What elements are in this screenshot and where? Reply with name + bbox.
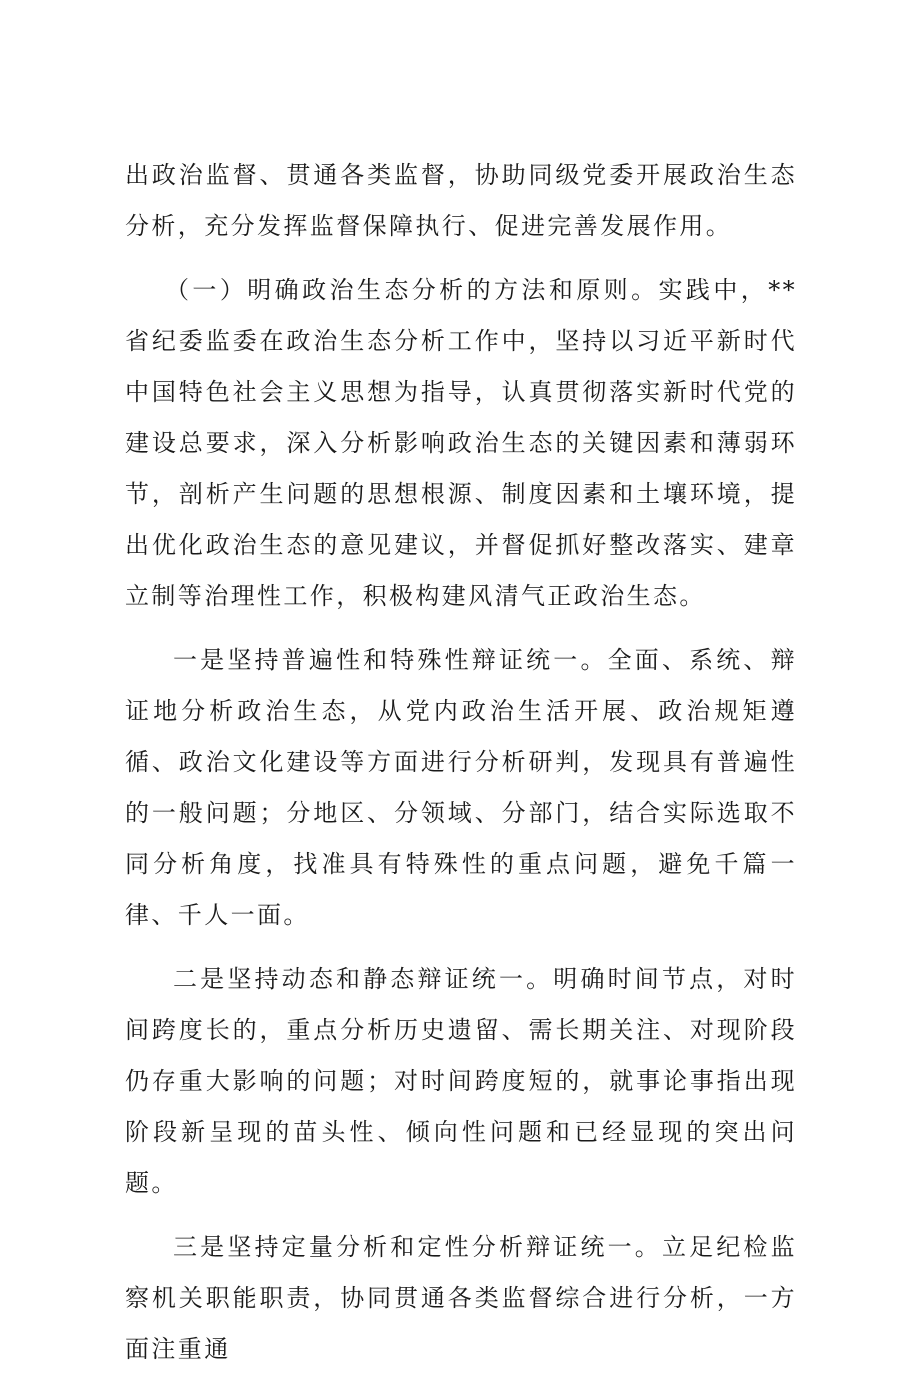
paragraph-point-three: 三是坚持定量分析和定性分析辩证统一。立足纪检监察机关职能职责，协同贯通各类监督综合进行分析，一方面注重通 (125, 1233, 797, 1363)
paragraph-section-heading: （一）明确政治生态分析的方法和原则。实践中，**省纪委监委在政治生态分析工作中，坚持以习近平新时代中国特色社会主义思想为指导，认真贯彻落实新时代党的建设总要求，深入分析影响政治生态的关键因素和薄弱环节，剖析产生问题的思想根源、制度因素和土壤环境，提出优化政治生态的意见建议，并督促抓好整改落实、建章立制等治理性工作，积极构建风清气正政治生态。 (125, 276, 797, 610)
paragraph-point-two: 二是坚持动态和静态辩证统一。明确时间节点，对时间跨度长的，重点分析历史遗留、需长期关注、对现阶段仍存重大影响的问题；对时间跨度短的，就事论事指出现阶段新呈现的苗头性、倾向性问题和已经显现的突出问题。 (125, 965, 797, 1197)
paragraph-point-one: 一是坚持普遍性和特殊性辩证统一。全面、系统、辩证地分析政治生态，从党内政治生活开展、政治规矩遵循、政治文化建设等方面进行分析研判，发现具有普遍性的一般问题；分地区、分领域、分部门，结合实际选取不同分析角度，找准具有特殊性的重点问题，避免千篇一律、千人一面。 (125, 646, 797, 929)
document-body (125, 150, 797, 1388)
paragraph-continuation: 出政治监督、贯通各类监督，协助同级党委开展政治生态分析，充分发挥监督保障执行、促进完善发展作用。 (125, 161, 797, 240)
